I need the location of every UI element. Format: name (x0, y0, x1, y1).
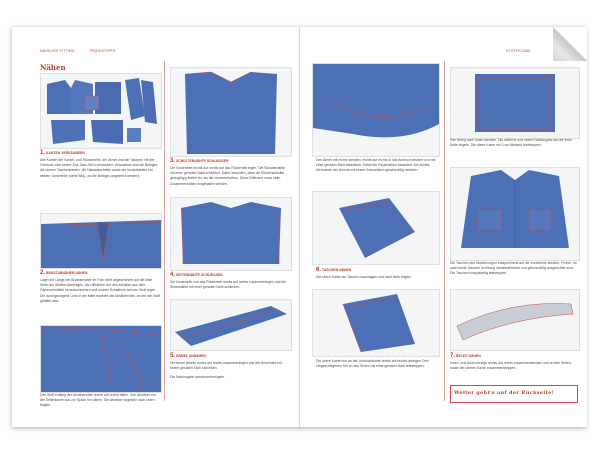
photo-pocket-sewn (312, 289, 440, 357)
photo-pattern-pieces (40, 73, 162, 149)
photo-jacket-pockets (450, 167, 580, 261)
step-6b-text: Die obere Kante nun an der Umbruchkante rechts auf rechts umlegen. Den umgeschlagenen Teil an den Seiten mit einer geraden Naht feststeppen. (316, 359, 429, 369)
right-page (299, 27, 587, 427)
photo-sleeve-insert (312, 63, 440, 157)
photo-shoulder-seams (170, 67, 292, 157)
jacket-pockets-text: Die Taschen den Markierungen entsprechend auf die Vorderteile stecken. Prüfen, ob auch beide Taschen im Bezug übereinstimmen und gleichmäßig ausgerichtet sind. Die Taschen knappkantig feststeppen. (450, 261, 577, 276)
column-divider (444, 61, 445, 401)
step-5b-text: Die Nahtzugabe auseinanderbügeln. (170, 375, 226, 379)
photo-side-seams (170, 197, 292, 271)
step-2-heading: 2.BRUSTABNÄHER NÄHEN (40, 270, 88, 276)
step-5-heading: 5.ÄRMEL ANNÄHEN (170, 353, 206, 359)
step-1-heading: 1.KANTEN VERSÄUBERN (40, 150, 85, 156)
pocket-topstitch-text: Den Beleg nach innen wenden. Die seitliche und untere Nahtzugabe auf die linke Seite bügeln. Die obere Kante mit 3 cm Abstand feststeppen. (450, 138, 572, 148)
magazine-spread (12, 27, 586, 427)
step-3-text: Die Vorderteile rechts auf rechts auf das Rückenteil legen. Die Schulternähte mit einer geraden Naht schließen. Dabei beachten, dass die Rückenschulter geringfügig breiter ist, als die Vorderschultern. Diese Differenz muss beim Zusammennähen eingehalten werden. (170, 166, 286, 186)
step-7-text: Innen- und Außenbelegs rechts auf rechts zusammenstecken und an den Seiten, sowie der oberen Kante zusammensteppen. (450, 361, 572, 371)
step-2-text: Lage und Länge der Brustabnäher im Foto nicht angezeichnet auf die linke Seite des Stoffes übertragen. Als Hilfslinien von den Abnäher aus dem Papierschnittteil herausschneiden und einzeln Schablone auf den Stoff legen. Die durchgezogene Linie in der Mitte markiert die Abnähermitte, an der der Stoff gefaltet wird. (40, 278, 160, 303)
photo-dart-sewn (40, 325, 162, 393)
photo-pocket-fold (312, 191, 440, 265)
page-title: Nähen (40, 63, 66, 72)
header-right-label: STOFFKOMBI (506, 49, 531, 53)
continue-banner-text: Weiter geht's auf der Rückseite! (454, 390, 555, 396)
step-2b-text: Den Stoff entlang der Abnähermitte rechts auf rechts falten. Den Abnäher von der Seitenkante aus zur Spitze hin nähen. Die Abnäher ungefähr nach unten bügeln. (40, 393, 157, 408)
photo-pocket-topstitch (450, 67, 580, 139)
photo-bust-dart (40, 213, 162, 269)
header-section: PRAXISTIPPS (90, 49, 116, 53)
column-divider (164, 61, 165, 401)
step-1-text: Alle Kanten der Vorder- und Rückenteile, der Ärmel und der Taschen mit der Overlock oder einem Zick-Zack-Stich versäubern. Ausnahme sind die Beleges, die oberen Taschenkanten, die Halsausschnitte sowie die Vorderkanten bei beiden Vorderteile (siehe Bild), wo die Beleges angelehnt werden). (40, 158, 159, 178)
left-page (12, 27, 299, 427)
sleeve-insert-text: Den Ärmel mit rechts wenden, rechts auf rechts in das Armloch stecken und mit einer geraden Naht festnähen. Dabei die Passmarken beachten. Die leichte Mehrweite des Ärmels mit einem Kräuselstich gleichmäßig verteilen. (316, 158, 436, 173)
step-6-text: Die obere Kante der Tasche umschlagen und nach links bügeln. (316, 275, 412, 279)
step-3-heading: 3.SCHULTERNÄHTE SCHLIESSEN (170, 158, 229, 164)
photo-facing (450, 289, 580, 351)
step-7-heading: 7.BELEG NÄHEN (450, 353, 481, 359)
step-5-text: Die Ärmel jeweils rechts auf rechts zusammenlegen und die Ärmelnaht mit einem geraden Stich schließen. (170, 361, 282, 371)
photo-sleeve (170, 299, 292, 351)
page-curl-icon[interactable] (553, 27, 587, 61)
step-4-heading: 4.SEITENNÄHTE SCHLIESSEN (170, 272, 223, 278)
header-series: NÄHKURS FITTING (40, 49, 75, 53)
step-4-text: Die Vorderteile und das Rückenteil rechts auf rechts zusammenlegen und die Seitennähte mit einer geraden Naht schließen. (170, 280, 286, 290)
step-6-heading: 6.TASCHEN NÄHEN (316, 267, 352, 273)
